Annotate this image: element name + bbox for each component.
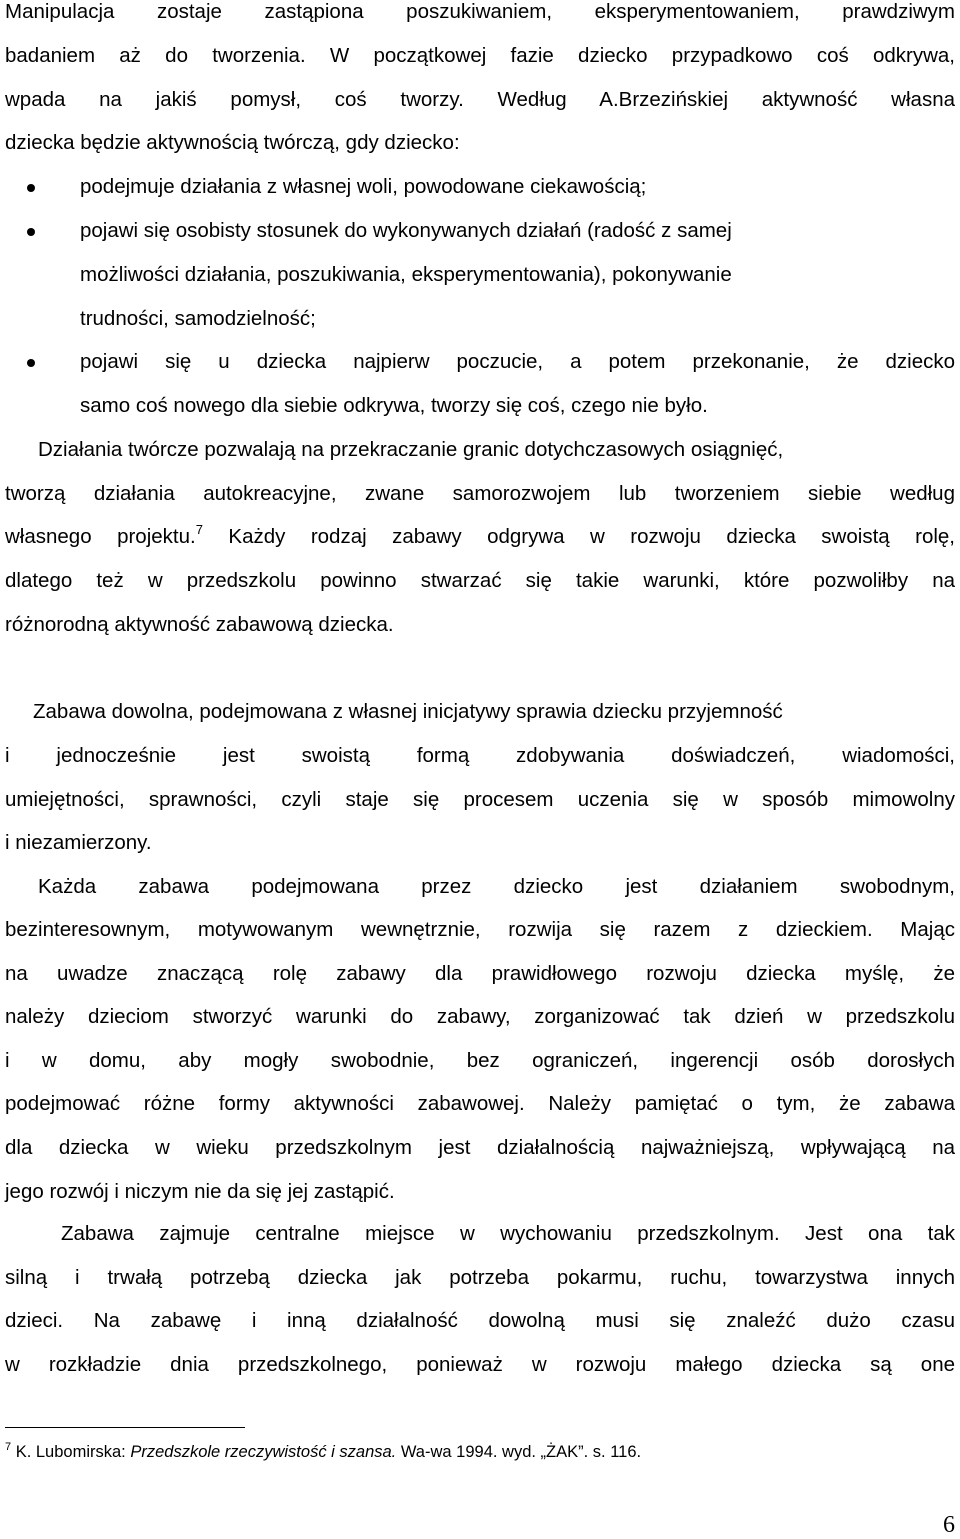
paragraph-text: Każdy rodzaj zabawy odgrywa w rozwoju dziecka swoistą rolę, — [202, 525, 955, 548]
paragraph-line: w rozkładzie dnia przedszkolnego, ponieważ w rozwoju małego dziecka są one — [5, 1353, 955, 1376]
paragraph-line: Zabawa zajmuje centralne miejsce w wychowaniu przedszkolnym. Jest ona tak — [61, 1222, 955, 1245]
paragraph-line: Zabawa dowolna, podejmowana z własnej inicjatywy sprawia dziecku przyjemność — [33, 700, 783, 723]
bullet-icon — [27, 359, 35, 367]
paragraph-text: własnego projektu. — [5, 525, 196, 548]
paragraph-line: na uwadze znaczącą rolę zabawy dla prawidłowego rozwoju dziecka myślę, że — [5, 962, 955, 985]
paragraph-line: silną i trwałą potrzebą dziecka jak potrzeba pokarmu, ruchu, towarzystwa innych — [5, 1266, 955, 1289]
paragraph-line: tworzą działania autokreacyjne, zwane samorozwojem lub tworzeniem siebie według — [5, 482, 955, 505]
list-item: podejmuje działania z własnej woli, powodowane ciekawością; — [80, 175, 647, 198]
list-item: pojawi się osobisty stosunek do wykonywanych działań (radość z samej — [80, 219, 732, 242]
paragraph-line: dziecka będzie aktywnością twórczą, gdy dziecko: — [5, 131, 460, 154]
paragraph-line: badaniem aż do tworzenia. W początkowej fazie dziecko przypadkowo coś odkrywa, — [5, 44, 955, 67]
paragraph-line: należy dzieciom stworzyć warunki do zabawy, zorganizować tak dzień w przedszkolu — [5, 1005, 955, 1028]
paragraph-line: bezinteresownym, motywowanym wewnętrznie, rozwija się razem z dzieckiem. Mając — [5, 918, 955, 941]
bullet-icon — [27, 184, 35, 192]
paragraph-line: Działania twórcze pozwalają na przekraczanie granic dotychczasowych osiągnięć, — [38, 438, 784, 461]
paragraph-line: dla dziecka w wieku przedszkolnym jest działalnością najważniejszą, wpływającą na — [5, 1136, 955, 1159]
bullet-icon — [27, 228, 35, 236]
paragraph-line: dlatego też w przedszkolu powinno stwarzać się takie warunki, które pozwoliłby na — [5, 569, 955, 592]
footnote-author: K. Lubomirska: — [11, 1443, 131, 1461]
list-item: pojawi się u dziecka najpierw poczucie, a potem przekonanie, że dziecko — [80, 350, 955, 373]
list-item: możliwości działania, poszukiwania, eksperymentowania), pokonywanie — [80, 263, 732, 286]
paragraph-line: podejmować różne formy aktywności zabawowej. Należy pamiętać o tym, że zabawa — [5, 1092, 955, 1115]
paragraph-line — [5, 525, 955, 551]
paragraph-line: jego rozwój i niczym nie da się jej zastąpić. — [5, 1180, 395, 1203]
footnote-number: 7 — [5, 1441, 12, 1453]
paragraph-line: umiejętności, sprawności, czyli staje się procesem uczenia się w sposób mimowolny — [5, 788, 955, 811]
footnote-reference: 7 — [195, 525, 203, 537]
footnote — [5, 1443, 641, 1462]
footnote-publication: Wa-wa 1994. wyd. „ŻAK”. s. 116. — [396, 1443, 642, 1461]
list-item: trudności, samodzielność; — [80, 307, 316, 330]
list-item: samo coś nowego dla siebie odkrywa, tworzy się coś, czego nie było. — [80, 394, 708, 417]
page-number: 6 — [943, 1512, 955, 1538]
paragraph-line: i jednocześnie jest swoistą formą zdobywania doświadczeń, wiadomości, — [5, 744, 955, 767]
paragraph-line: dzieci. Na zabawę i inną działalność dowolną musi się znaleźć dużo czasu — [5, 1309, 955, 1332]
footnote-separator — [5, 1427, 245, 1428]
paragraph-line: i niezamierzony. — [5, 831, 152, 854]
footnote-title: Przedszkole rzeczywistość i szansa. — [130, 1443, 397, 1461]
paragraph-line: różnorodną aktywność zabawową dziecka. — [5, 613, 394, 636]
paragraph-line: i w domu, aby mogły swobodnie, bez ograniczeń, ingerencji osób dorosłych — [5, 1049, 955, 1072]
paragraph-line: wpada na jakiś pomysł, coś tworzy. Według A.Brzezińskiej aktywność własna — [5, 88, 955, 111]
paragraph-line: Manipulacja zostaje zastąpiona poszukiwaniem, eksperymentowaniem, prawdziwym — [5, 0, 955, 23]
paragraph-line: Każda zabawa podejmowana przez dziecko jest działaniem swobodnym, — [38, 875, 955, 898]
